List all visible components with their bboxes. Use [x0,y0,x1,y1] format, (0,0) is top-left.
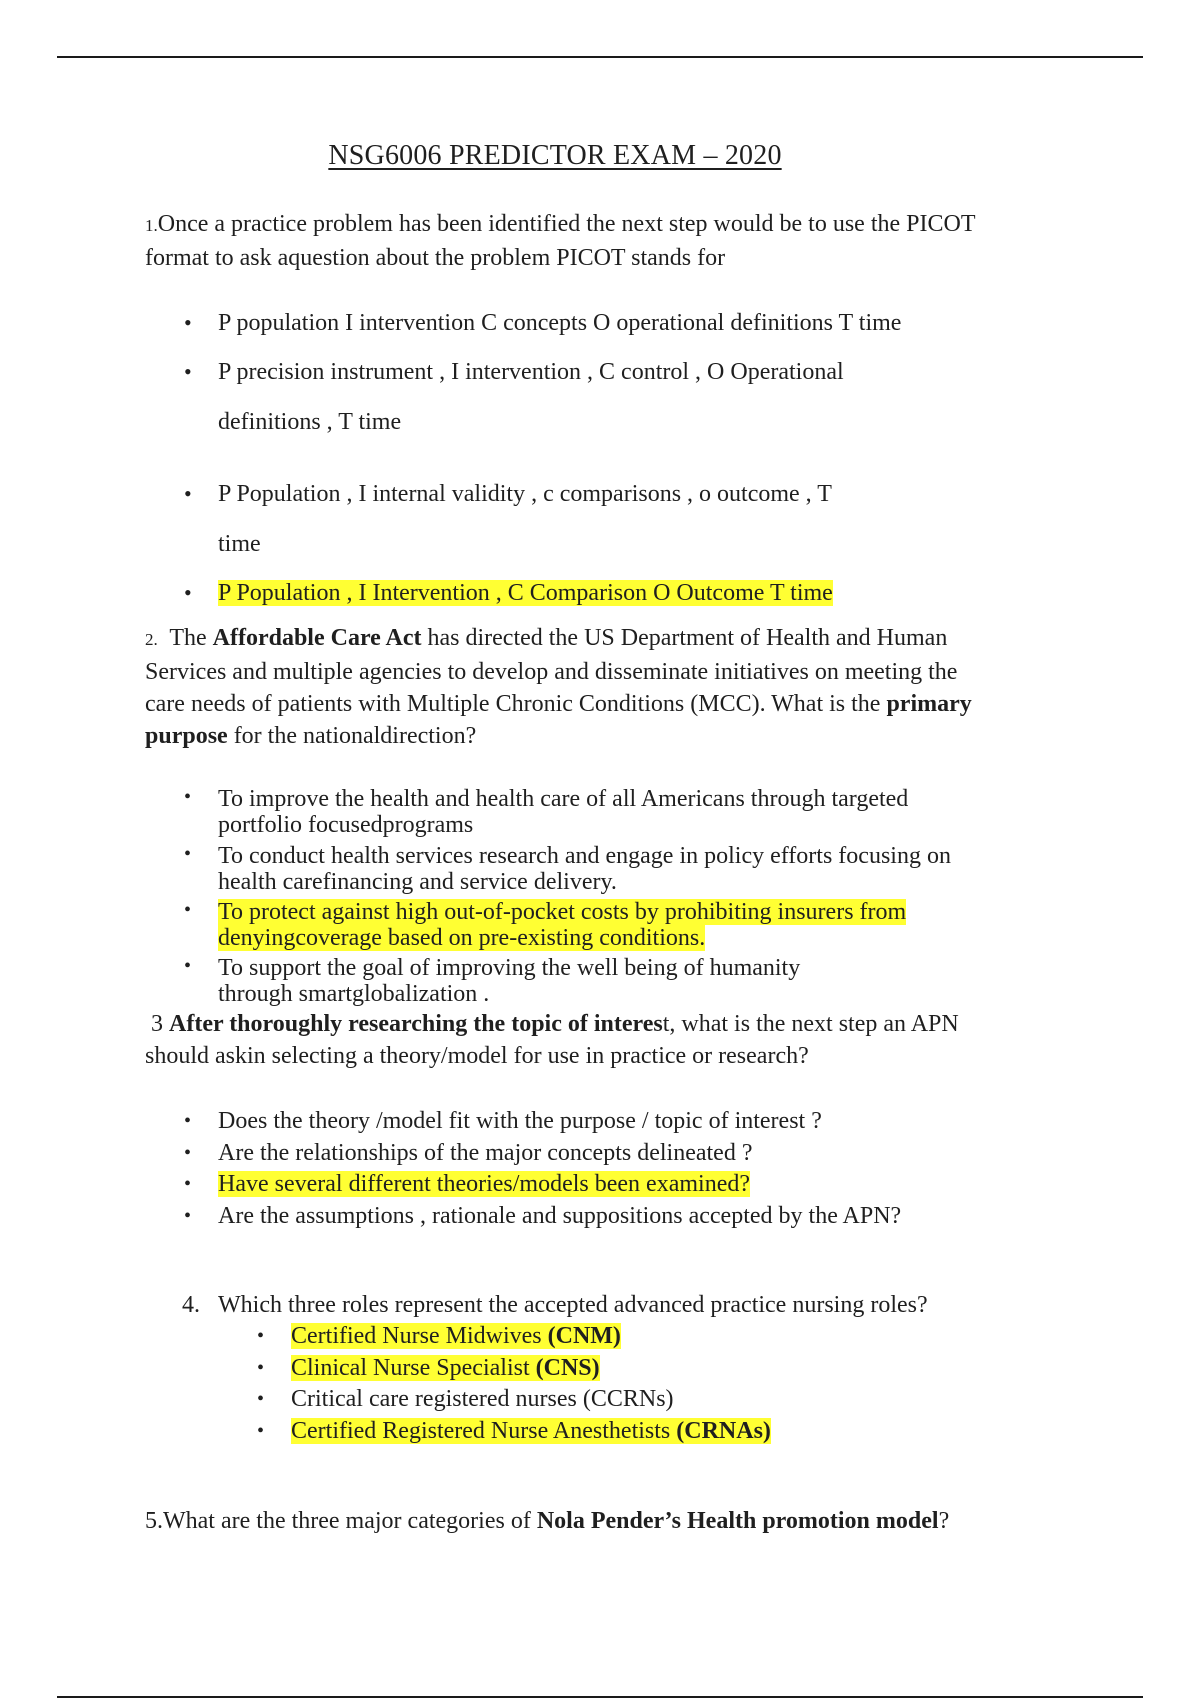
page-title: NSG6006 PREDICTOR EXAM – 2020 [328,140,782,171]
top-rule [57,56,1143,58]
list-item-answer: • To protect against high out-of-pocket costs by prohibiting insurers from denyingcoverage based on pre-existing conditions. [184,899,907,951]
bullet-icon: • [184,580,192,605]
list-item: • Critical care registered nurses (CCRNs) [291,1383,991,1415]
question-2: 2. The Affordable Care Act has directed the US Department of Health and Human Services and multiple agencies to develop and disseminate initiatives on meeting the care needs of patients with Multiple Chronic Conditions (MCC). What is the primary purpose for the nationaldirection? [145,625,972,749]
bullet-icon: • [184,1110,192,1132]
list-item: • To support the goal of improving the well being of humanity through smartglobalization . [184,955,801,1007]
question-3-number: 3 [151,1011,163,1037]
list-item-answer: • Have several different theories/models been examined? [218,1168,1018,1200]
list-item-answer: • Certified Registered Nurse Anesthetists (CRNAs) [291,1415,991,1447]
bullet-icon: • [257,1388,265,1410]
bullet-icon: • [184,1205,192,1227]
list-item: • Does the theory /model fit with the purpose / topic of interest ? [218,1105,1018,1137]
list-item-continuation: time [218,531,261,557]
bullet-icon: • [184,1142,192,1164]
list-item: • To improve the health and health care of all Americans through targeted portfolio focusedprograms [184,786,909,838]
list-item: • P population I intervention C concepts O operational definitions T time [218,298,978,348]
list-item-answer: • Clinical Nurse Specialist (CNS) [291,1352,991,1384]
question-1-number: 1. [145,216,158,235]
bullet-icon: • [184,786,192,808]
question-1-line2: format to ask aquestion about the problem PICOT stands for [145,245,726,271]
question-3: 3 After thoroughly researching the topic of interest, what is the next step an APN should askin selecting a theory/model for use in practice or research? [145,1011,959,1069]
list-item-answer: • Certified Nurse Midwives (CNM) [291,1320,991,1352]
question-5: 5.What are the three major categories of Nola Pender’s Health promotion model? [145,1508,950,1534]
list-item-continuation: definitions , T time [218,409,402,435]
bottom-rule [57,1696,1143,1698]
list-item: • Are the relationships of the major concepts delineated ? [218,1137,1018,1169]
bullet-icon: • [184,359,192,384]
list-item: • P Population , I internal validity , c comparisons , o outcome , T [218,469,978,519]
bullet-icon: • [184,481,192,506]
question-1-line1: Once a practice problem has been identified the next step would be to use the PICOT [157,211,976,237]
affordable-care-act: Affordable Care Act [212,625,422,651]
list-item: • Are the assumptions , rationale and suppositions accepted by the APN? [218,1200,1018,1232]
question-2-number: 2. [145,630,158,649]
question-4: 4. Which three roles represent the accepted advanced practice nursing roles? [182,1289,1082,1321]
bullet-icon: • [184,955,192,977]
bullet-icon: • [257,1325,265,1347]
bullet-icon: • [257,1357,265,1379]
bullet-icon: • [184,843,192,865]
list-item: • To conduct health services research and engage in policy efforts focusing on health carefinancing and service delivery. [184,843,951,895]
bullet-icon: • [184,310,192,335]
question-1 [145,208,1075,274]
question-5-number: 5. [145,1508,163,1534]
bullet-icon: • [184,899,192,921]
bullet-icon: • [257,1420,265,1442]
list-item-answer: • P Population , I Intervention , C Comparison O Outcome T time [218,568,978,618]
question-4-number: 4. [182,1292,200,1318]
list-item: • P precision instrument , I intervention , C control , O Operational [218,347,978,397]
bullet-icon: • [184,1173,192,1195]
